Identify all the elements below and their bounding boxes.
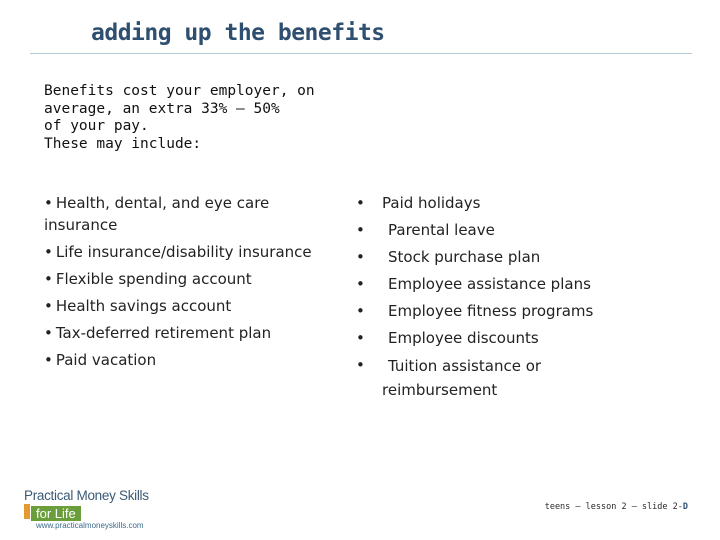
- list-item-text-wrap: [356, 354, 588, 402]
- intro-note: These may include:: [44, 135, 202, 152]
- bullet-icon: •: [44, 324, 53, 342]
- footer-text: teens – lesson 2 – slide 2-: [544, 502, 683, 512]
- bullet-icon: •: [44, 351, 53, 369]
- list-item: [356, 354, 656, 399]
- list-item-text-cont: insurance: [44, 216, 118, 234]
- intro-line: Benefits cost your employer, on: [44, 83, 315, 99]
- list-item: [44, 268, 344, 290]
- intro-line: of your pay.: [44, 118, 149, 134]
- list-item: [44, 192, 344, 236]
- title-divider: [30, 53, 692, 54]
- list-item: [356, 327, 656, 354]
- list-item-text: Health savings account: [55, 297, 232, 315]
- list-item-text: Paid vacation: [55, 351, 157, 369]
- list-item: [356, 219, 656, 246]
- list-item-text: Flexible spending account: [55, 270, 252, 288]
- slide-title: adding up the benefits: [91, 20, 385, 46]
- logo-badge: for Life: [31, 506, 81, 521]
- logo-url: www.practicalmoneyskills.com: [36, 521, 144, 530]
- list-item: [356, 192, 656, 219]
- list-item-text: Employee fitness programs: [388, 302, 594, 320]
- list-item: [356, 300, 656, 327]
- practical-money-skills-logo: [24, 488, 204, 530]
- list-item-text: Parental leave: [388, 221, 495, 239]
- footer-slide-suffix: D: [682, 502, 688, 512]
- list-item-text: Tuition assistance or: [388, 357, 542, 375]
- bullet-icon: •: [356, 275, 365, 293]
- intro-paragraph: [44, 83, 354, 153]
- slide-footer: [545, 502, 688, 512]
- bullet-icon: •: [356, 221, 365, 239]
- list-item: [356, 246, 656, 273]
- list-item-text: Employee discounts: [388, 329, 539, 347]
- list-item: [44, 295, 344, 317]
- bullet-icon: •: [44, 243, 53, 261]
- bullet-icon: •: [44, 270, 53, 288]
- list-item-text: Health, dental, and eye care: [55, 194, 270, 212]
- list-item: [356, 273, 656, 300]
- logo-orange-bar-icon: [24, 504, 30, 519]
- list-item-text: Employee assistance plans: [388, 275, 591, 293]
- bullet-icon: •: [44, 297, 53, 315]
- list-item-text: Tax-deferred retirement plan: [55, 324, 272, 342]
- logo-title: Practical Money Skills: [24, 488, 149, 503]
- bullet-icon: •: [356, 356, 365, 374]
- benefits-list-left: [44, 192, 344, 376]
- list-item-text-cont: reimbursement: [382, 381, 498, 399]
- benefits-list-right: [356, 192, 656, 399]
- list-item-text: Stock purchase plan: [388, 248, 541, 266]
- list-item: [44, 349, 344, 371]
- bullet-icon: •: [356, 248, 365, 266]
- list-item: [44, 241, 344, 263]
- bullet-icon: •: [356, 329, 365, 347]
- list-item-text: Life insurance/disability insurance: [55, 243, 312, 261]
- intro-line: average, an extra 33% – 50%: [44, 100, 280, 117]
- bullet-icon: •: [356, 194, 365, 212]
- list-item-text: Paid holidays: [382, 194, 481, 212]
- list-item: [44, 322, 344, 344]
- bullet-icon: •: [44, 194, 53, 212]
- bullet-icon: •: [356, 302, 365, 320]
